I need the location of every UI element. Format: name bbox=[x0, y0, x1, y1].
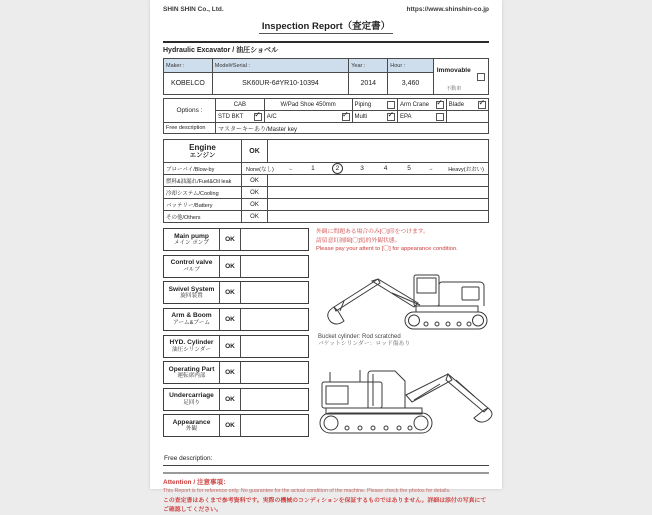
engine-others-status: OK bbox=[242, 211, 268, 223]
year-value: 2014 bbox=[349, 73, 388, 95]
immovable-checkbox[interactable] bbox=[477, 73, 485, 81]
option-empty-cell bbox=[446, 111, 488, 123]
item-control-valve-status: OK bbox=[220, 256, 241, 277]
option-ac bbox=[264, 111, 352, 123]
model-label: Model#Serial : bbox=[212, 59, 349, 73]
blowby-left-arrow: ← bbox=[288, 165, 294, 172]
item-appearance-en: Appearance bbox=[172, 418, 211, 426]
blowby-scale-4: 4 bbox=[383, 165, 388, 173]
options-free-description-value: マスターキーあり/Master key bbox=[216, 123, 489, 134]
option-piping bbox=[352, 99, 398, 111]
excavator-drawing-left-facing bbox=[320, 255, 490, 331]
engine-fuel-remarks bbox=[268, 175, 489, 187]
item-main-pump-status: OK bbox=[220, 229, 241, 250]
page-header bbox=[163, 6, 489, 13]
blowby-scale-1: 1 bbox=[311, 165, 315, 173]
engine-battery-remarks bbox=[268, 199, 489, 211]
footer-rule bbox=[163, 472, 489, 474]
blowby-scale bbox=[242, 163, 489, 175]
item-main-pump-en: Main pump bbox=[174, 232, 209, 240]
red-note-line1: 外観に問題ある場合のみ[〇]印をつけます。 bbox=[316, 229, 429, 236]
inspection-items-column bbox=[163, 228, 309, 450]
blowby-none-label: None(なし) bbox=[246, 166, 274, 173]
item-appearance-ja: 外観 bbox=[185, 426, 198, 433]
item-hyd-cylinder-remarks bbox=[241, 336, 308, 357]
item-arm-boom-ja: アーム&ブーム bbox=[173, 320, 210, 327]
options-table bbox=[163, 98, 489, 134]
blowby-label: ブローバイ/Blow-by bbox=[164, 163, 242, 175]
engine-battery-status: OK bbox=[242, 199, 268, 211]
item-undercarriage-en: Undercarriage bbox=[169, 392, 214, 400]
item-hyd-cylinder-ja: 油圧シリンダー bbox=[172, 346, 211, 353]
item-box-control-valve bbox=[163, 255, 309, 278]
year-label: Year : bbox=[349, 59, 388, 73]
company-url-link[interactable]: https://www.shinshin-co.jp bbox=[406, 6, 489, 13]
attention-title: Attention / 注意事項： bbox=[163, 479, 230, 487]
blowby-scale-3: 3 bbox=[360, 165, 364, 173]
engine-title-en: Engine bbox=[189, 142, 216, 152]
option-multi-label: Multi bbox=[354, 113, 368, 120]
defect-note-en: Bucket cylinder: Rod scratched bbox=[318, 334, 401, 341]
excavator-drawing-right-facing bbox=[316, 350, 493, 450]
item-control-valve-en: Control valve bbox=[170, 259, 213, 267]
engine-title-ja: エンジン bbox=[189, 152, 216, 160]
immovable-cell bbox=[433, 59, 488, 95]
option-cab: CAB bbox=[216, 99, 265, 111]
option-arm-crane-label: Arm Crane bbox=[400, 101, 430, 108]
item-operating-part-remarks bbox=[241, 362, 308, 383]
engine-table bbox=[163, 139, 489, 223]
machine-table bbox=[163, 58, 489, 95]
item-undercarriage-remarks bbox=[241, 389, 308, 410]
item-arm-boom-en: Arm & Boom bbox=[171, 312, 212, 320]
item-swivel-status: OK bbox=[220, 282, 241, 303]
engine-remarks-cell bbox=[268, 140, 489, 163]
option-shoe: W/Pad Shoe 450mm bbox=[264, 99, 352, 111]
item-box-operating-part bbox=[163, 361, 309, 384]
blowby-heavy-label: Heavy(おおい) bbox=[448, 166, 484, 173]
item-arm-boom-remarks bbox=[241, 309, 308, 330]
item-box-swivel-system bbox=[163, 281, 309, 304]
option-arm-crane-checkbox[interactable] bbox=[436, 101, 444, 109]
header-rule bbox=[163, 41, 489, 43]
item-control-valve-ja: バルブ bbox=[183, 266, 200, 273]
options-label: Options : bbox=[164, 99, 216, 123]
option-multi bbox=[352, 111, 398, 123]
engine-title bbox=[164, 140, 242, 163]
immovable-label: Immovable bbox=[436, 67, 471, 74]
blowby-scale-5: 5 bbox=[407, 165, 411, 173]
engine-others-label: その他/Others bbox=[164, 211, 242, 223]
item-box-main-pump bbox=[163, 228, 309, 251]
option-multi-checkbox[interactable] bbox=[387, 113, 395, 121]
appearance-notes-column bbox=[309, 228, 493, 450]
item-operating-part-en: Operating Part bbox=[168, 365, 215, 373]
engine-cooling-status: OK bbox=[242, 187, 268, 199]
option-arm-crane bbox=[398, 99, 447, 111]
report-title: Inspection Report（査定書） bbox=[259, 18, 393, 34]
free-description-line: Free description: bbox=[163, 453, 489, 466]
item-box-hyd-cylinder bbox=[163, 335, 309, 358]
engine-status: OK bbox=[242, 140, 268, 163]
item-operating-part-status: OK bbox=[220, 362, 241, 383]
item-main-pump-ja: メイン ポンプ bbox=[173, 240, 209, 247]
item-swivel-en: Swivel System bbox=[168, 285, 215, 293]
engine-cooling-label: 冷却システム/Cooling bbox=[164, 187, 242, 199]
red-note-line3: Please pay your attent to [〇] for appearance condition. bbox=[316, 245, 458, 252]
option-piping-checkbox[interactable] bbox=[387, 101, 395, 109]
item-swivel-remarks bbox=[241, 282, 308, 303]
item-undercarriage-ja: 足回り bbox=[183, 399, 200, 406]
model-value: SK60UR-6#YR10-10394 bbox=[212, 73, 349, 95]
options-free-description-label: Free description bbox=[164, 123, 216, 134]
attention-text-ja: この査定書はあくまで参考資料です。実際の機械のコンディションを保証するものではありません。詳細は添付の写真にてご確認してください。 bbox=[163, 497, 487, 513]
hour-value: 3,460 bbox=[388, 73, 434, 95]
item-box-appearance bbox=[163, 414, 309, 437]
option-blade bbox=[446, 99, 488, 111]
blowby-right-arrow: → bbox=[428, 165, 434, 172]
option-std-bkt bbox=[216, 111, 265, 123]
item-box-undercarriage bbox=[163, 388, 309, 411]
option-piping-label: Piping bbox=[354, 101, 372, 108]
option-std-bkt-checkbox[interactable] bbox=[254, 113, 262, 121]
item-operating-part-ja: 運転席内部 bbox=[177, 373, 206, 380]
engine-cooling-remarks bbox=[268, 187, 489, 199]
option-epa-checkbox[interactable] bbox=[436, 113, 444, 121]
option-std-bkt-label: STD BKT bbox=[218, 113, 244, 120]
option-ac-checkbox[interactable] bbox=[342, 113, 350, 121]
engine-fuel-label: 燃料&油漏れ/Fuel&Oil leak bbox=[164, 175, 242, 187]
attention-text-en: This Report is for reference only. No guarantee for the actual condition of the machine. Please check the photos for details. bbox=[163, 488, 451, 495]
item-swivel-ja: 旋回装置 bbox=[180, 293, 203, 300]
defect-note-ja: バケットシリンダー：ロッド傷あり bbox=[318, 341, 411, 348]
maker-label: Maker : bbox=[164, 59, 213, 73]
item-main-pump-remarks bbox=[241, 229, 308, 250]
company-name: SHIN SHIN Co., Ltd. bbox=[163, 6, 224, 13]
option-blade-checkbox[interactable] bbox=[478, 101, 486, 109]
blowby-scale-2: 2 bbox=[332, 163, 343, 174]
red-note-line2: 請留意紅圓圈[〇]処的外観状態。 bbox=[316, 237, 401, 244]
item-box-arm-boom bbox=[163, 308, 309, 331]
option-blade-label: Blade bbox=[448, 101, 465, 108]
item-hyd-cylinder-status: OK bbox=[220, 336, 241, 357]
hour-label: Hour : bbox=[388, 59, 434, 73]
maker-value: KOBELCO bbox=[164, 73, 213, 95]
item-undercarriage-status: OK bbox=[220, 389, 241, 410]
engine-battery-label: バッテリー/Battery bbox=[164, 199, 242, 211]
option-epa-label: EPA bbox=[400, 113, 412, 120]
option-ac-label: A/C bbox=[266, 113, 277, 120]
item-hyd-cylinder-en: HYD. Cylinder bbox=[169, 339, 214, 347]
machine-category-title: Hydraulic Excavator / 油圧ショベル bbox=[163, 47, 279, 54]
report-page bbox=[150, 0, 502, 513]
option-epa bbox=[398, 111, 447, 123]
item-arm-boom-status: OK bbox=[220, 309, 241, 330]
engine-fuel-status: OK bbox=[242, 175, 268, 187]
item-appearance-status: OK bbox=[220, 415, 241, 436]
item-control-valve-remarks bbox=[241, 256, 308, 277]
immovable-label-ja: 不動車 bbox=[446, 85, 462, 92]
item-appearance-remarks bbox=[241, 415, 308, 436]
engine-others-remarks bbox=[268, 211, 489, 223]
